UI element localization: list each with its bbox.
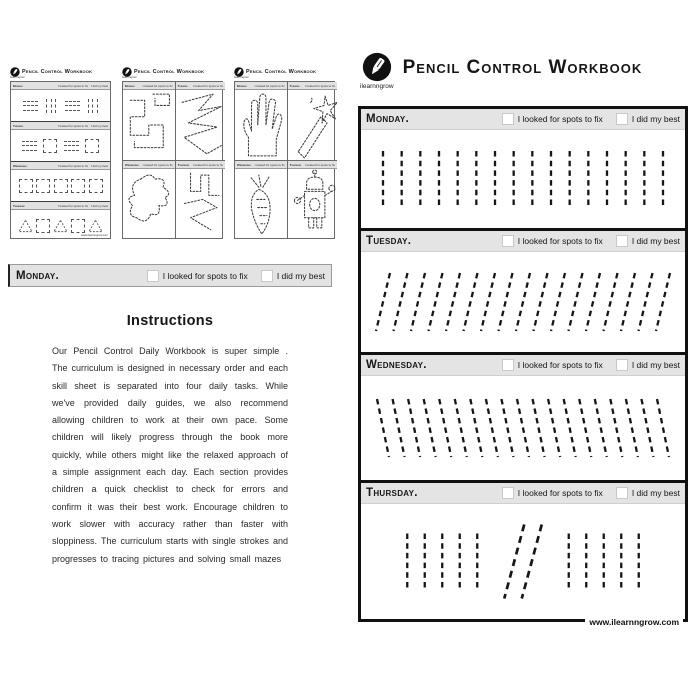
carrot-drawing [235,169,287,238]
day-header [361,483,685,504]
maze-blocks-drawing [176,169,225,238]
stroke-pattern-vertical-lines [361,130,685,228]
checkbox-label: I did my best [631,114,680,124]
checkbox-did-my-best [616,359,680,371]
mini-day-header [288,82,337,90]
mini-day-section [11,161,110,201]
practice-area [361,252,685,352]
day-section-tuesday [361,228,685,352]
mini-website-footer: www.ilearnngrow.com [80,233,108,237]
brand-header [360,52,642,90]
day-label: Tuesday. [366,235,412,247]
mini-check-label: I looked for spots to fix [305,162,336,167]
left-column [8,64,336,239]
day-label: Wednesday. [366,359,427,371]
mini-check-label: I looked for spots to fix [254,83,285,88]
mini-cell [123,160,175,238]
brand-logo [360,52,394,90]
mini-day-label: Thursday. [289,162,302,167]
mini-cell [235,82,287,160]
page-title: Pencil Control Workbook [402,57,643,78]
day-section-wednesday [361,352,685,480]
mini-day-header [11,202,110,210]
thumbnail-page [122,81,223,239]
pencil-logo-icon [362,52,392,82]
practice-area [361,504,685,619]
mini-day-header [123,161,175,169]
checkbox-icon [616,113,628,125]
checkbox-looked-for-spots [502,113,603,125]
day-header [361,355,685,376]
workbook-thumbnail-pictures [234,64,335,239]
checkbox-label: I looked for spots to fix [162,270,248,281]
maze-steps-drawing [123,90,175,160]
checkbox-looked-for-spots [502,487,603,499]
mini-day-header [288,161,337,169]
mini-day-section [11,82,110,121]
mini-day-header [123,82,175,90]
mini-check-label: I looked for spots to fix [57,123,88,128]
checkbox-icon [261,270,273,282]
mini-day-label: Wednesday. [237,162,252,167]
mini-day-label: Monday. [237,83,248,88]
mini-day-label: Monday. [13,83,24,88]
mini-day-label: Wednesday. [125,162,140,167]
mini-check-label: I looked for spots to fix [57,163,88,168]
mini-cell [287,82,337,160]
mini-day-header [235,82,287,90]
practice-area [361,130,685,228]
workbook-thumbnail-mazes [122,64,223,239]
mini-cell [235,160,287,238]
mini-day-header [235,161,287,169]
maze-zigzag-drawing [176,90,225,160]
checkbox-icon [147,270,159,282]
thumbnail-title: Pencil Control Workbook [22,68,93,75]
checkbox-icon [616,235,628,247]
mini-cell [287,160,337,238]
mini-check-label: I did my best [90,163,108,168]
website-footer: www.ilearnngrow.com [585,617,683,627]
mini-check-label: I did my best [90,83,108,88]
mini-day-header [176,82,225,90]
maze-squiggle-drawing [123,169,175,238]
instructions-paragraph: Our Pencil Control Daily Workbook is super simple . The curriculum is designed in necessary order and each skill sheet is separated into four daily tasks. While we've provided daily guides, we also recommend allowing children to work at their own pace. Some children will likely progress through the book more quickly, while others might like the relaxed approach of a simple assignment each day. Each section provides children a quick checklist to check for errors and confirm it was their best work. Encourage children to work slower with accuracy rather than faster with sloppiness. The curriculum starts with single strokes and progresses to tracing pictures and solving small mazes [52,346,288,564]
day-label: Monday. [16,269,60,282]
mini-check-label: I looked for spots to fix [254,162,285,167]
workbook-thumbnail-patterns [10,64,111,239]
checkbox-label: I looked for spots to fix [517,488,603,498]
mini-day-header [11,162,110,170]
day-label: Monday. [366,113,410,125]
mini-check-label: I looked for spots to fix [305,83,336,88]
day-header [361,109,685,130]
day-label: Thursday. [366,487,418,499]
checkbox-icon [502,487,514,499]
thumbnail-page [234,81,335,239]
practice-area [361,376,685,480]
mini-check-label: I did my best [90,203,108,208]
checkbox-label: I looked for spots to fix [517,360,603,370]
worksheet-panel [358,106,688,627]
checkbox-label: I did my best [276,270,325,281]
thumbnail-title: Pencil Control Workbook [134,68,205,75]
checkbox-label: I did my best [631,236,680,246]
monday-header-strip [8,264,332,287]
checkbox-label: I looked for spots to fix [517,114,603,124]
thumbnail-brand-name: ilearnngrow [122,75,137,79]
checkbox-icon [502,359,514,371]
checkbox-looked-for-spots [502,359,603,371]
day-section-monday [361,109,685,228]
thumbnail-title: Pencil Control Workbook [246,68,317,75]
mini-check-label: I looked for spots to fix [57,203,88,208]
mini-pattern-row [11,90,110,121]
mini-day-label: Monday. [125,83,136,88]
thumbnail-header [10,64,111,79]
stroke-pattern-forward-slants [361,252,685,352]
mini-check-label: I looked for spots to fix [193,83,224,88]
thumbnail-header [234,64,335,79]
thumbnail-brand-name: ilearnngrow [234,75,249,79]
mini-check-label: I looked for spots to fix [142,83,173,88]
thumbnail-header [122,64,223,79]
day-section-thursday [361,480,685,619]
checkbox-did-my-best [616,487,680,499]
checkbox-did-my-best [261,270,325,282]
checkbox-icon [502,235,514,247]
checkbox-did-my-best [616,235,680,247]
checkbox-label: I looked for spots to fix [517,236,603,246]
mini-day-section [11,121,110,161]
magic-wand-drawing [288,90,337,160]
mini-check-label: I looked for spots to fix [193,162,224,167]
checkbox-did-my-best [616,113,680,125]
mini-check-label: I looked for spots to fix [142,162,173,167]
mini-check-label: I did my best [90,123,108,128]
robot-drawing [288,169,337,238]
checkbox-looked-for-spots [502,235,603,247]
thumbnail-page [10,81,111,239]
workbook-thumbnails [10,64,336,239]
checkbox-looked-for-spots [147,270,248,282]
mini-day-header [11,82,110,90]
thumbnail-brand-name: ilearnngrow [10,75,25,79]
mini-cell [123,82,175,160]
mini-grid [123,82,222,238]
mini-day-label: Thursday. [13,203,26,208]
checkbox-label: I did my best [631,488,680,498]
checkbox-icon [502,113,514,125]
mini-cell [175,82,225,160]
mini-day-label: Tuesday. [289,83,301,88]
hand-drawing [235,90,287,160]
brand-name: ilearnngrow [360,83,394,90]
stroke-pattern-back-slants [361,376,685,480]
instructions-heading: Instructions [126,313,214,329]
mini-cell [175,160,225,238]
mini-day-header [11,122,110,130]
mini-day-label: Tuesday. [177,83,189,88]
mini-check-label: I looked for spots to fix [57,83,88,88]
mini-grid [235,82,334,238]
mini-pattern-row [11,130,110,161]
mini-day-label: Thursday. [177,162,190,167]
mini-day-label: Wednesday. [13,163,28,168]
mini-pattern-row [11,170,110,201]
day-header [361,231,685,252]
stroke-pattern-mixed [361,504,685,619]
checkbox-icon [616,487,628,499]
checkbox-icon [616,359,628,371]
mini-day-label: Tuesday. [13,123,24,128]
mini-day-header [176,161,225,169]
checkbox-label: I did my best [631,360,680,370]
